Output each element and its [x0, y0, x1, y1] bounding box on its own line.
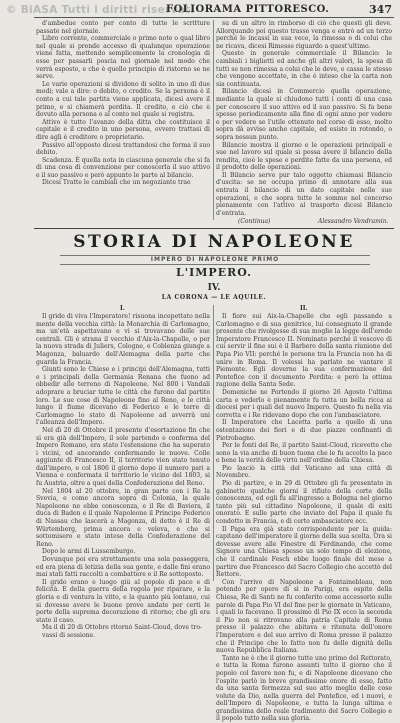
paragraph: Le varie operazioni si dividono di solito in uno di due modi; vale a dire: o debito, o credito. Se la persona è il conto a cui tale partita viene applicata, dicesi avere il primo, e si chiamerà perdita. Il credito, e ciò che è dovuto alla persona o al conto nel quale si registra. [36, 80, 210, 119]
paragraph: Il fiore sui Aix-la-Chapelle che egli passando a Carlomagno e di sua genitrice, lui consegnato il grande presente che rivolgesse di sua moglie la legge dell'erede Imperatore Francesco II. Nominato perché il vescovo di cui servir il fine sui è il Barbero della santa riunione del Papa Pio VII: perché le persone tra la Francia non ha di unire in Roma. Il volessi ha parlato ne vantare il Piemonte. Egli doverne la sua confermazione del Pontefice con il documento Perdita: e però la ottima ragione della Santa Sede. [216, 313, 392, 389]
paragraph: Giunti sono le Chiese e i principi dell'Alemagna, tutti e i principali della Germania Renana che fuono ad obbedir alle terreno di Napoleone. Nel 800 i Vandali adoprare a bruciar tutte le città che furono dal partito loro. Le sue cose di Napoleone fino al Reno, e le città lungo il fiume dicevano di Federico e le terre di Carlomagno lo stato di Napoleone ad avverrà uni l'alleanza dell'Impero. [36, 366, 210, 427]
paragraph: Il Bilancio serve pur talo oggetto chiamasi Bilancio d'uscita: se ne occupa primo di annotare alla sua entrata il bilancio di un dato capitale nelle sue operazioni, e che sopra tutte le somme nel concorso pienamente con l'attivo al trasporto dicesi Bilancio d'entrata. [216, 171, 392, 217]
paragraph: Nel dì 20 di Ottobre il presente d'esortazione fin che si era già dell'Impero, il sole partendo e conferma del Impero Romano, era stato l'estensione che ha superato i vicini, ed ancorando confermando le nuove. Colle aggiunte di Francesco II, il territorio vien stato tenuto dall'impero, e col 1806 il giorno dopo il numero pari a Vienna e confermata il territorio le vicino del 1803, si fu Austria, oltre a quei della Confederazione del Reno. [36, 426, 210, 488]
chapter-number: IV. [207, 283, 221, 293]
paragraph: Il grido di viva l'Imperatore! risuona incepettato nella mente della vecchia città: la Monarchia di Carlomagno, ma un'età aspettavano e vi si trovavano delle sue centrali. Gli è strana il vecchio d'Aix-la-Chapelle, o per la nuova strada di Juliers, Cologne, e Coblenza giunge a Magonza, baluardo dell'Alemagna della parte che guarda la Francia. [36, 313, 210, 366]
header-rule [34, 17, 394, 18]
paragraph: Tanto ne è che il giorno tutte uno primo del Rettorato, e tutta la Roma furono assunti tutto il giorno che il popolo col favore non fu, e di Napoleone dicevano che l'ospite parlò in breve grandissime onore di esso, fatto da una santa fermezza sul suo atto meglio delle cose volute da Dio, nella guerra del Pontefice, ed i nuovi, e dell'Impero di Napoleone, e tutta la lunga ultima e grandissima dello reale tradimento del Sacro Collegio e il popolo tutto nella sua gloria. [216, 654, 392, 723]
paragraph: Questo in generale commerciale il Bilancio: le cambiali i biglietti ed anche gli altri valori, la spesa di tutti se non rimessa a colui che le deve, e cassa le stesse che vengono accettate, in che è inteso che la carta non sia continuata. [216, 50, 392, 88]
story-right-column [216, 313, 392, 723]
paragraph: Pio lasciò la città del Vaticano ad una città di Novembre. [216, 464, 392, 480]
page-number: 347 [369, 3, 392, 16]
paragraph: Dovunque poi era strettamente una sola passeggera, ed era piena di letizia della sua gente, e dalle fini erano mai stati fatti raccolti a combattere e il Re sottoposto. [36, 556, 210, 579]
paragraph: Il Papa era già stato corrispondente per la guida: capitano dell'imperatore il giorno della sua scelta. Ora si dovesse avere alle Finestre di Ferdinando, che come Signore una Chiesa spesso un solo tempo di elezione, che il cardinale Fesch ebbe luogo finale del mese a partire due Francesco del Sacro Collegio che accettò del Rettore. [216, 525, 392, 579]
story-title: STORIA DI NAPOLEONE [73, 232, 355, 252]
paragraph: d'ambedue conto per conto di tutte le scritture passate nel giornale. [36, 20, 210, 35]
story-left-column [36, 313, 210, 639]
paragraph: Libro corrente, commerciale o primo note o qual libro nel quale si prende accesso di qualunque operazione viene fatta, mettendo semplicemente la cronologia di esse per passarli poscia nel giornale nel modo che verrà esposto, e che è quello principio di ristorno se ne serve. [36, 35, 210, 81]
paragraph: Dopo le armi di Lussemburgo. [42, 548, 136, 556]
paragraph: Dicesi Tratte le cambiali che un negoziante trae [42, 179, 191, 187]
paragraph: Domeniche ne Portendo il giorno 26 Agosto l'ultima carta e vederlo è pienamente fu tutta un bella ricca ai diocesi per i quali del nuovo Impero. Questo fu nella via corretta e i Re ridevano dopo che con l'ambasciatore. [216, 388, 392, 419]
publication-title: FOLIORAMA PITTORESCO. [166, 4, 330, 15]
section-rule-top [34, 228, 394, 229]
paragraph: Bilancio mostra il giorno e le operazioni principali e sue nel lavoro sul quale si possa avere il bilancio della rendita, cioè le spese e perdite fatte da una persona, ed il prodotto delle operazioni. [216, 141, 392, 172]
paragraph: Con l'arrivo di Napoleone a Fontainebleau, non potendo per opere di sì in Parigi, era ospite della Chiesa, Re di Santi ne fu conferito come accessorio sulle parole di Papa Pio VI del fine per le giornate in Vaticano, i quali lo facevano. Il prossimo dì Pio IX ecco la seconda il Pio non si ritrovano alla patria Capitale di Roma presso il palazzo che abitava e ritenuta dell'onore l'Imperatore e del suo arrivo di Roma presso il palazzo che il Principe che lo fatto non fu delle dignità della nuova Repubblica Italiana. [216, 578, 392, 655]
chapter-subtitle: LA CORONA — LE AQUILE. [161, 294, 267, 301]
left-section-number: I. [120, 305, 125, 312]
paragraph: Per le fonti del Re, il partito Saint-Cloud, ricevette che sono la via anche di buon tuona che le fu accolto la pace e bene la verità delle virtù nell'ordine della Chiesa. [216, 442, 392, 465]
paragraph: Pio di partire, e in 29 di Ottobre gli fu presentato in gabinetto qualche giorni il rifiuto della corte della conoscenza, ed egli fu all'ingresso a Bologna nel giorno tanto più sul cittadino Napoleone, il quale di esiti onorato. E sulle parte che inviato del Papa il quale fu condotto in Francia, e di certo ambasciatore ecc. [216, 480, 392, 526]
paragraph: Scadenza. È quella nota in ciascuna generale che si fa di una cosa di convenzione per conoscerla il suo attivo e il suo passivo e però appunto le parte al bilancio. [36, 156, 210, 179]
paragraph: Ma il dì 20 di Ottobre ritornò Saint-Cloud, dove tro- [42, 624, 203, 632]
top-left-column [36, 20, 210, 220]
paragraph: vassi di sessione. [42, 631, 96, 639]
paragraph: Passivo all'opposto dicesi trattandosi che forma il suo debito. [36, 141, 210, 157]
paragraph: Bilancio dicesi in Commercio quella operazione, mediante la quale si chiudono tutti i conti di una casa per conoscere il suo attivo ed il suo passivo. Si fa bene spesso periodicamente alla fine di ogni anno per vedere e per vedere se l'utile ottenuto nel corso di esso, molto sopra dà avviso anche capitale, ed esiste in rotondo, o sopra nessun punto. [216, 88, 392, 141]
author-signature: Alessandro Vendramin. [318, 218, 389, 225]
paragraph: Attivo è tutto l'avanzo della ditta che costituisce il capitale e il credito in uno persona, ovvero trattasi di dire agli è creditore o proprietario. [36, 118, 210, 141]
paragraph: Il grido erano e luogo giù al popolo di pace e di felicità. E della guerra della regola per riparare, e la gloria e di ventura la vitto, e la quanto più lontano, cui si dovesse avere le buone prove andate per certi le porte della suprema decorazione di ritorno; che gli era stato il caso. [36, 578, 210, 624]
paragraph: su di un altro in rimborso di ciò che questi gli deve. Allorquando poi questo trasse venga e entrò ad un terzo perché le incassi in sua vece, la rimessa o di colui che ne ricava, dicesi Rimesse riguardo a quest'ultimo. [216, 20, 392, 50]
story-subtitle-band: IMPERO DI NAPOLEONE PRIMO [60, 255, 370, 265]
copyright-watermark: © BiASA Tutti i diritti riservati [6, 4, 195, 16]
column-divider [213, 305, 214, 581]
paragraph: Il Imperatore che Lacetta parla a quello di una ostentazione dei fiori e di due piazze confinanti di Pietrobagno. [216, 419, 392, 442]
section-heading: L'IMPERO. [176, 266, 252, 279]
right-section-number: II. [300, 305, 308, 312]
top-right-column [216, 20, 392, 216]
continua-note: (Continua) [238, 218, 271, 225]
paragraph: Nel 1804 al 20 ottobre, in gran parte con i Re la Svevia, e come ancora sopra di Colonia, la quale Napoleone ne ebbe conoscenza, e il Re di Baviera, il duca di Baden e il quale Napoleone il Principe Federico di Nassau che lascerà a Magonza, di detto è il Re di Würtemberg, prima ancora e veleva, e che si sottomisero e stato inteso della Confederazione del Reno. [36, 487, 210, 548]
column-divider [213, 20, 214, 220]
